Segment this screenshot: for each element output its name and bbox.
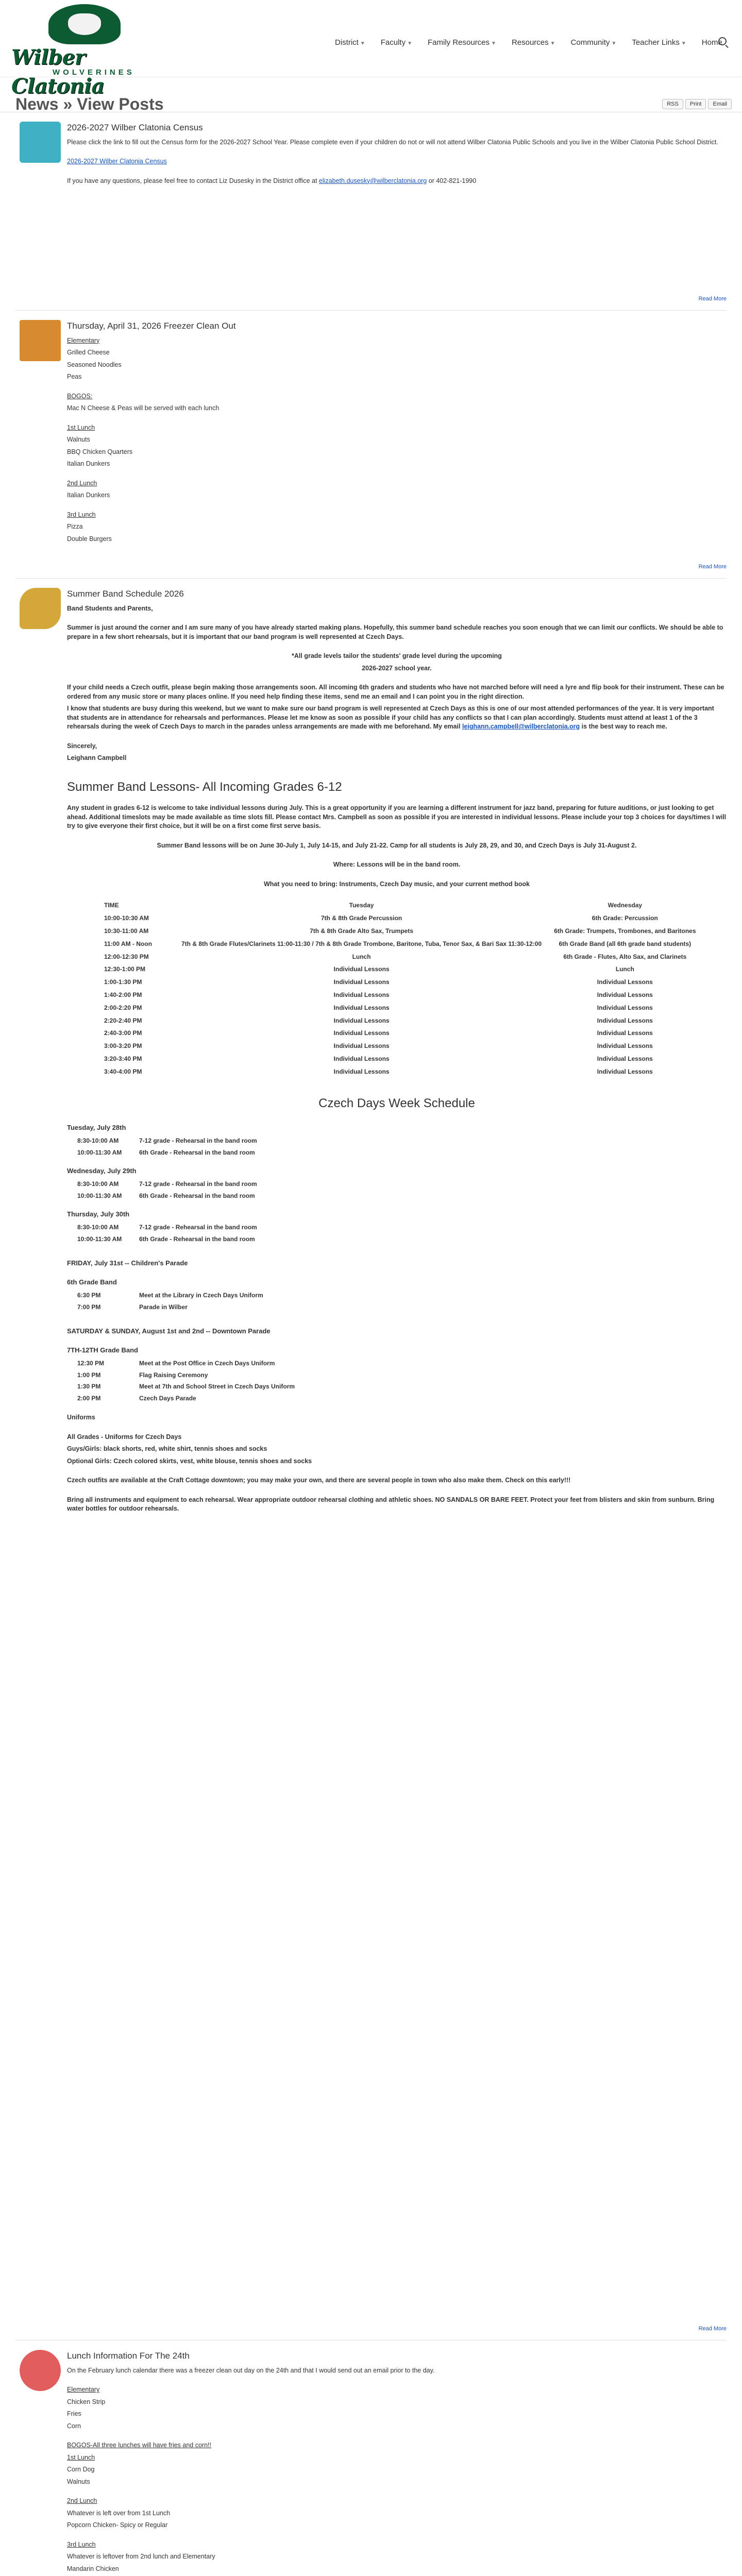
top-navigation bbox=[335, 37, 722, 48]
schedule-row bbox=[77, 1303, 727, 1312]
table-row bbox=[98, 1014, 702, 1027]
search-icon[interactable] bbox=[718, 37, 727, 45]
post-text: What you need to bring: Instruments, Czech Day music, and your current method book bbox=[263, 880, 530, 888]
nav-label: Resources bbox=[511, 38, 549, 47]
friday-rows bbox=[67, 1291, 727, 1312]
census-link[interactable]: 2026-2027 Wilber Clatonia Census bbox=[67, 158, 167, 165]
school-logo[interactable] bbox=[11, 4, 161, 98]
table-cell: 1:40-2:00 PM bbox=[104, 991, 142, 998]
post-text: Czech outfits are available at the Craft Cottage downtown; you may make your own, and there are several people in town who also make them. Check on this early!!! bbox=[67, 1477, 571, 1484]
contact-suffix: or 402-821-1990 bbox=[428, 177, 477, 184]
table-cell: 2:40-3:00 PM bbox=[104, 1029, 142, 1037]
nav-item-family-resources[interactable] bbox=[428, 37, 496, 48]
schedule-time: 8:30-10:00 AM bbox=[77, 1137, 119, 1145]
schedule-activity: 7-12 grade - Rehearsal in the band room bbox=[139, 1223, 257, 1231]
nav-item-resources[interactable] bbox=[512, 37, 555, 48]
table-cell: 6th Grade - Flutes, Alto Sax, and Clarinets bbox=[563, 953, 687, 960]
table-cell: Individual Lessons bbox=[333, 1016, 390, 1024]
schedule-activity: 6th Grade - Rehearsal in the band room bbox=[139, 1235, 255, 1243]
menu-item: Fries bbox=[67, 2410, 81, 2418]
schedule-time: 12:30 PM bbox=[77, 1359, 105, 1367]
menu-heading: 3rd Lunch bbox=[67, 2540, 96, 2548]
nav-item-faculty[interactable] bbox=[381, 37, 412, 48]
table-cell: Individual Lessons bbox=[597, 1055, 653, 1062]
email-link[interactable]: elizabeth.dusesky@wilberclatonia.org bbox=[318, 177, 427, 184]
schedule-time: 8:30-10:00 AM bbox=[77, 1180, 119, 1188]
post-text: Band Students and Parents, bbox=[67, 604, 153, 612]
table-cell: Individual Lessons bbox=[333, 991, 390, 998]
schedule-activity: 7-12 grade - Rehearsal in the band room bbox=[139, 1180, 257, 1188]
logo-mascot-name: WOLVERINES bbox=[53, 68, 135, 77]
menu-item: Whatever is left over from 1st Lunch bbox=[67, 2509, 171, 2517]
post-text: Leighann Campbell bbox=[67, 754, 127, 762]
table-cell: Individual Lessons bbox=[597, 1016, 653, 1024]
table-cell: Individual Lessons bbox=[597, 978, 653, 986]
post-text: All Grades - Uniforms for Czech Days bbox=[67, 1433, 182, 1440]
schedule-time: 8:30-10:00 AM bbox=[77, 1223, 119, 1231]
table-row bbox=[98, 1065, 702, 1078]
table-cell: Individual Lessons bbox=[597, 991, 653, 998]
lunch-icon bbox=[20, 2350, 61, 2391]
schedule-row bbox=[77, 1148, 727, 1157]
trumpet-icon bbox=[20, 588, 61, 629]
table-cell: Individual Lessons bbox=[333, 1067, 390, 1075]
table-cell: Individual Lessons bbox=[597, 1042, 653, 1050]
table-row bbox=[98, 1002, 702, 1014]
menu-item: Walnuts bbox=[67, 436, 90, 444]
chevron-down-icon: ▼ bbox=[681, 41, 686, 46]
print-button[interactable]: Print bbox=[685, 99, 706, 109]
post-text: *All grade levels tailor the students' grade level during the upcoming bbox=[292, 652, 502, 660]
table-cell: Individual Lessons bbox=[333, 965, 390, 973]
table-cell: 7th & 8th Grade Alto Sax, Trumpets bbox=[310, 927, 414, 935]
chevron-down-icon: ▼ bbox=[550, 41, 555, 46]
menu-item: Mac N Cheese & Peas will be served with each lunch bbox=[67, 404, 220, 412]
news-post bbox=[15, 311, 727, 579]
lesson-schedule-table bbox=[98, 899, 702, 1078]
section-title: Summer Band Lessons- All Incoming Grades 6-12 bbox=[67, 779, 342, 794]
menu-heading: BOGOS-All three lunches will have fries and corn!! bbox=[67, 2442, 211, 2449]
table-cell: Individual Lessons bbox=[333, 1042, 390, 1050]
table-cell: 11:00 AM - Noon bbox=[104, 940, 152, 947]
menu-heading: 2nd Lunch bbox=[67, 2497, 97, 2505]
nav-item-teacher-links[interactable] bbox=[632, 37, 686, 48]
news-post-list bbox=[0, 112, 742, 2576]
schedule-activity: 6th Grade - Rehearsal in the band room bbox=[139, 1192, 255, 1199]
post-text: I know that students are busy during this weekend, but we want to make sure our band program is well represented at Czech Days as this is one of our most attended performances of the year. It is very important that students are in attendance for rehearsals and performances. Please let me know as soon as possible if your child has any conflicts so that I can plan accordingly. Students must attend at least 1 of the 3 rehearsals during the week of Czech Days to march in the parades unless arrangements are made with me beforehand. My email bbox=[67, 705, 714, 731]
news-post bbox=[15, 2341, 727, 2576]
table-cell: Individual Lessons bbox=[333, 1029, 390, 1037]
schedule-row bbox=[77, 1180, 727, 1189]
menu-item: Seasoned Noodles bbox=[67, 361, 122, 368]
clipboard-icon bbox=[20, 122, 61, 163]
chevron-down-icon: ▼ bbox=[360, 41, 365, 46]
schedule-row bbox=[77, 1371, 727, 1380]
post-text: On the February lunch calendar there was a freezer clean out day on the 24th and that I would send out an email prior to the day. bbox=[67, 2366, 435, 2374]
schedule-row bbox=[77, 1137, 727, 1145]
post-text: 2026-2027 school year. bbox=[362, 664, 432, 672]
menu-item: Walnuts bbox=[67, 2478, 90, 2485]
schedule-activity: 6th Grade - Rehearsal in the band room bbox=[139, 1149, 255, 1157]
schedule-subheading: 7TH-12TH Grade Band bbox=[67, 1346, 138, 1354]
table-row bbox=[98, 1040, 702, 1053]
menu-item: Corn bbox=[67, 2422, 81, 2430]
contact-prefix: If you have any questions, please feel free to contact Liz Dusesky in the District office at bbox=[67, 177, 317, 184]
schedule-time: 7:00 PM bbox=[77, 1303, 101, 1311]
schedule-day: SATURDAY & SUNDAY, August 1st and 2nd -- Downtown Parade bbox=[67, 1327, 271, 1335]
menu-item: Peas bbox=[67, 373, 82, 381]
table-cell: 10:30-11:00 AM bbox=[104, 927, 149, 935]
read-more-link[interactable]: Read More bbox=[698, 2325, 727, 2332]
schedule-time: 6:30 PM bbox=[77, 1291, 101, 1299]
menu-heading: BOGOS: bbox=[67, 392, 93, 400]
table-cell: 6th Grade: Trumpets, Trombones, and Baritones bbox=[554, 927, 696, 935]
table-cell: Individual Lessons bbox=[597, 1004, 653, 1011]
post-text: Uniforms bbox=[67, 1414, 95, 1421]
menu-item: Whatever is leftover from 2nd lunch and Elementary bbox=[67, 2553, 215, 2561]
schedule-activity: Meet at 7th and School Street in Czech Days Uniform bbox=[139, 1383, 295, 1391]
table-cell: Lunch bbox=[352, 953, 371, 960]
logo-school-name: Wilber Clatonia bbox=[11, 45, 105, 98]
page-title-bar bbox=[0, 77, 742, 112]
post-text: If your child needs a Czech outfit, please begin making those arrangements soon. All incoming 6th graders and students who have not marched before will need a lyre and flip book for their instrument. These can be ordered from any music store or many places online. If you need help finding these items, send me an email and I can point you in the right direction. bbox=[67, 684, 724, 700]
table-header-cell: TIME bbox=[104, 902, 119, 909]
nav-item-district[interactable] bbox=[335, 37, 365, 48]
schedule-time: 1:30 PM bbox=[77, 1383, 101, 1391]
schedule-time: 2:00 PM bbox=[77, 1395, 101, 1402]
schedule-row bbox=[77, 1223, 727, 1232]
menu-item: BBQ Chicken Quarters bbox=[67, 448, 133, 455]
email-link[interactable]: leighann.campbell@wilberclatonia.org bbox=[462, 723, 580, 731]
read-more-link[interactable]: Read More bbox=[698, 295, 727, 302]
menu-heading: 2nd Lunch bbox=[67, 479, 97, 487]
page-tools bbox=[662, 99, 732, 109]
post-text: Guys/Girls: black shorts, red, white shirt, tennis shoes and socks bbox=[67, 1445, 267, 1453]
table-cell: Individual Lessons bbox=[597, 1067, 653, 1075]
table-header-cell: Tuesday bbox=[349, 902, 374, 909]
schedule-row bbox=[77, 1291, 727, 1300]
schedule-day: Tuesday, July 28th bbox=[67, 1124, 126, 1132]
table-row bbox=[98, 912, 702, 925]
post-text: Where: Lessons will be in the band room. bbox=[333, 861, 461, 869]
nav-label: Teacher Links bbox=[632, 38, 680, 47]
czech-days-schedule bbox=[67, 1123, 727, 1243]
post-text: Bring all instruments and equipment to each rehearsal. Wear appropriate outdoor rehearsal clothing and athletic shoes. NO SANDALS OR BARE FEET. Protect your feet from blisters and skin from sunburn. Bring water bottles for outdoor rehearsals. bbox=[67, 1496, 715, 1513]
post-text: Please click the link to fill out the Census form for the 2026-2027 School Year. Please complete even if your children do not or will not attend Wilber Clatonia Public Schools and you live in the Wilber Clatonia Public School District. bbox=[67, 138, 718, 146]
schedule-time: 10:00-11:30 AM bbox=[77, 1192, 122, 1199]
schedule-day: Wednesday, July 29th bbox=[67, 1166, 137, 1175]
menu-item: Italian Dunkers bbox=[67, 492, 110, 499]
news-post bbox=[15, 579, 727, 2341]
nav-label: Home bbox=[701, 38, 722, 47]
schedule-activity: 7-12 grade - Rehearsal in the band room bbox=[139, 1137, 257, 1145]
post-text bbox=[67, 704, 727, 732]
menu-item: Corn Dog bbox=[67, 2466, 95, 2473]
table-row bbox=[98, 951, 702, 963]
nav-label: Faculty bbox=[380, 38, 406, 47]
schedule-time: 1:00 PM bbox=[77, 1371, 101, 1379]
nav-label: District bbox=[335, 38, 359, 47]
post-title[interactable]: 2026-2027 Wilber Clatonia Census bbox=[67, 123, 203, 132]
table-cell: 3:00-3:20 PM bbox=[104, 1042, 142, 1050]
schedule-day: Thursday, July 30th bbox=[67, 1210, 130, 1218]
menu-heading: Elementary bbox=[67, 336, 100, 344]
post-text: Sincerely, bbox=[67, 742, 97, 750]
schedule-activity: Czech Days Parade bbox=[139, 1395, 196, 1402]
table-cell: Individual Lessons bbox=[597, 1029, 653, 1037]
menu-item: Pizza bbox=[67, 523, 83, 531]
table-cell: 3:40-4:00 PM bbox=[104, 1067, 142, 1075]
nav-label: Family Resources bbox=[428, 38, 490, 47]
weekend-rows bbox=[67, 1359, 727, 1403]
menu-item: Italian Dunkers bbox=[67, 460, 110, 468]
menu-item: Mandarin Chicken bbox=[67, 2565, 119, 2572]
table-cell: 12:00-12:30 PM bbox=[104, 953, 149, 960]
table-cell: 3:20-3:40 PM bbox=[104, 1055, 142, 1062]
post-text: Summer is just around the corner and I am sure many of you have already started making plans. Hopefully, this summer band schedule reaches you soon enough that we can limit our conflicts. We should be able to prepare in a few short rehearsals, but it is important that our band program is well represented at Czech Days. bbox=[67, 624, 723, 640]
table-row bbox=[98, 938, 702, 951]
table-cell: 2:00-2:20 PM bbox=[104, 1004, 142, 1011]
table-cell: 7th & 8th Grade Percussion bbox=[321, 914, 402, 922]
table-cell: 10:00-10:30 AM bbox=[104, 914, 149, 922]
section-title: Czech Days Week Schedule bbox=[318, 1096, 475, 1110]
table-header-row bbox=[98, 899, 702, 912]
menu-item: Grilled Cheese bbox=[67, 349, 110, 357]
table-row bbox=[98, 976, 702, 989]
email-button[interactable]: Email bbox=[708, 99, 732, 109]
table-cell: Lunch bbox=[615, 965, 634, 973]
school-supplies-icon bbox=[20, 320, 61, 361]
news-post bbox=[15, 112, 727, 311]
menu-heading: Elementary bbox=[67, 2386, 100, 2394]
table-cell: 6th Grade: Percussion bbox=[592, 914, 658, 922]
schedule-row bbox=[77, 1382, 727, 1391]
table-row bbox=[98, 1027, 702, 1040]
site-header bbox=[0, 0, 742, 98]
post-text: Any student in grades 6-12 is welcome to take individual lessons during July. This is a great opportunity if you are learning a different instrument for jazz band, preparing for future auditions, or just looking to get ahead. Additional timeslots may be made available as time slots fill. Please contact Mrs. Campbell as soon as possible if you are interested in individual lessons. Please include your top 3 choices for days/times I will try to give everyone their first choice, but it will be on a first come first serve basis. bbox=[67, 804, 727, 830]
chevron-down-icon: ▼ bbox=[491, 41, 496, 46]
post-title[interactable]: Summer Band Schedule 2026 bbox=[67, 589, 184, 599]
menu-item: Chicken Strip bbox=[67, 2398, 106, 2405]
chevron-down-icon: ▼ bbox=[407, 41, 412, 46]
post-text bbox=[67, 177, 727, 186]
post-text: is the best way to reach me. bbox=[581, 723, 667, 731]
table-row bbox=[98, 963, 702, 976]
table-header-cell: Wednesday bbox=[608, 902, 643, 909]
table-cell: Individual Lessons bbox=[333, 1055, 390, 1062]
table-cell: 1:00-1:30 PM bbox=[104, 978, 142, 986]
schedule-row bbox=[77, 1394, 727, 1403]
table-cell: Individual Lessons bbox=[333, 1004, 390, 1011]
table-cell: 12:30-1:00 PM bbox=[104, 965, 146, 973]
schedule-activity: Flag Raising Ceremony bbox=[139, 1371, 208, 1379]
table-cell: 7th & 8th Grade Flutes/Clarinets 11:00-11:30 / 7th & 8th Grade Trombone, Baritone, Tuba, Tenor Sax, & Bari Sax 11:30-12:00 bbox=[181, 940, 542, 947]
table-cell: 6th Grade Band (all 6th grade band students) bbox=[559, 940, 692, 947]
post-title[interactable]: Thursday, April 31, 2026 Freezer Clean Out bbox=[67, 321, 236, 331]
post-text: Optional Girls: Czech colored skirts, vest, white blouse, tennis shoes and socks bbox=[67, 1457, 312, 1465]
table-row bbox=[98, 989, 702, 1002]
schedule-row bbox=[77, 1192, 727, 1200]
table-cell: Individual Lessons bbox=[333, 978, 390, 986]
schedule-activity: Meet at the Post Office in Czech Days Uniform bbox=[139, 1359, 275, 1367]
schedule-time: 10:00-11:30 AM bbox=[77, 1235, 122, 1243]
post-text: Summer Band lessons will be on June 30-July 1, July 14-15, and July 21-22. Camp for all students is July 28, 29, and 30, and Czech Days is July 31-August 2. bbox=[157, 841, 637, 849]
page-title: News » View Posts bbox=[15, 95, 164, 113]
rss-button[interactable]: RSS bbox=[662, 99, 683, 109]
schedule-subheading: 6th Grade Band bbox=[67, 1278, 117, 1286]
schedule-day: FRIDAY, July 31st -- Children's Parade bbox=[67, 1259, 188, 1267]
wolverine-mascot-icon bbox=[48, 4, 121, 44]
chevron-down-icon: ▼ bbox=[611, 41, 617, 46]
table-row bbox=[98, 1053, 702, 1065]
menu-heading: 1st Lunch bbox=[67, 2453, 95, 2461]
schedule-row bbox=[77, 1359, 727, 1368]
schedule-time: 10:00-11:30 AM bbox=[77, 1149, 122, 1157]
menu-heading: 3rd Lunch bbox=[67, 511, 96, 518]
post-title[interactable]: Lunch Information For The 24th bbox=[67, 2351, 190, 2361]
nav-label: Community bbox=[570, 38, 610, 47]
table-row bbox=[98, 925, 702, 938]
schedule-activity: Meet at the Library in Czech Days Uniform bbox=[139, 1291, 263, 1299]
nav-item-community[interactable] bbox=[571, 37, 617, 48]
menu-item: Popcorn Chicken- Spicy or Regular bbox=[67, 2521, 168, 2529]
menu-item: Double Burgers bbox=[67, 535, 112, 543]
menu-heading: 1st Lunch bbox=[67, 423, 95, 431]
schedule-activity: Parade in Wilber bbox=[139, 1303, 188, 1311]
read-more-link[interactable]: Read More bbox=[698, 563, 727, 570]
table-cell: 2:20-2:40 PM bbox=[104, 1016, 142, 1024]
schedule-row bbox=[77, 1235, 727, 1244]
